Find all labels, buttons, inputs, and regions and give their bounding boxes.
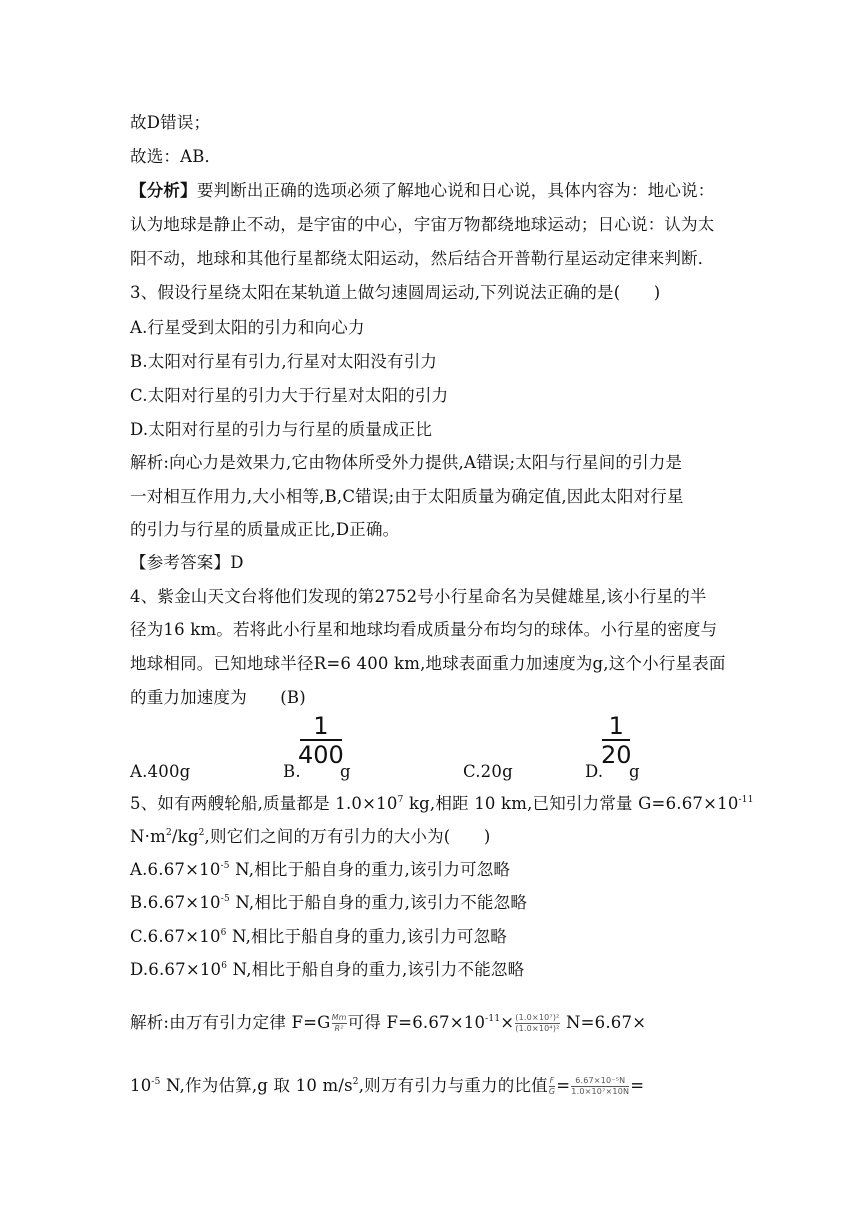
text-span: N=6.67× xyxy=(560,1013,647,1032)
option-d: D.太阳对行星的引力与行星的质量成正比 xyxy=(130,420,433,439)
formula-fraction xyxy=(571,1076,629,1097)
text-span: A.6.67×10 xyxy=(130,860,221,879)
text-span: ,则万有引力与重力的比值 xyxy=(358,1076,548,1095)
text-line: 阳不动，地球和其他行星都绕太阳运动，然后结合开普勒行星运动定律来判断． xyxy=(130,249,715,268)
formula-fraction xyxy=(515,1013,559,1034)
fraction-1-400 xyxy=(298,713,344,769)
text-span: ,则它们之间的万有引力的大小为( ) xyxy=(204,827,491,846)
option-c xyxy=(130,926,507,948)
option-a xyxy=(130,859,510,881)
fraction-numerator: Mm xyxy=(331,1013,347,1022)
text-span: N,相比于船自身的重力,该引力不能忽略 xyxy=(227,960,525,979)
fraction-denominator: G xyxy=(548,1087,556,1096)
exponent: -11 xyxy=(738,795,754,805)
option-b xyxy=(130,892,527,914)
text-span: N·m xyxy=(130,827,166,846)
text-line xyxy=(130,826,490,848)
exponent: 2 xyxy=(352,1077,359,1087)
text-span: × xyxy=(500,1013,515,1032)
text-span: = xyxy=(630,1076,645,1095)
option-b-prefix: B. xyxy=(283,762,301,781)
fraction-numerator: (1.0×10⁷)² xyxy=(515,1013,560,1022)
exponent: 7 xyxy=(397,795,404,805)
text-line: 地球相同。已知地球半径R=6 400 km,地球表面重力加速度为g,这个小行星表面 xyxy=(130,654,726,673)
exponent: -11 xyxy=(485,1014,501,1024)
exponent: 2 xyxy=(198,828,205,838)
text-span: N,相比于船自身的重力,该引力不能忽略 xyxy=(229,893,528,912)
text-span: B.6.67×10 xyxy=(130,893,221,912)
exponent: -5 xyxy=(151,1077,161,1087)
formula-fraction xyxy=(332,1013,347,1034)
fraction-denominator: 20 xyxy=(601,741,632,769)
option-b: B.太阳对行星有引力,行星对太阳没有引力 xyxy=(130,352,438,371)
text-span: /kg xyxy=(171,827,199,846)
fraction-numerator: 1 xyxy=(608,712,624,740)
question-3: 3、假设行星绕太阳在某轨道上做匀速圆周运动,下列说法正确的是( ) xyxy=(130,283,661,302)
text-span: 5、如有两艘轮船,质量都是 1.0×10 xyxy=(130,794,398,813)
text-span: C.6.67×10 xyxy=(130,927,221,946)
text-span: kg,相距 10 km,已知引力常量 G=6.67×10 xyxy=(403,794,739,813)
fraction-denominator: (1.0×10⁴)² xyxy=(515,1024,560,1033)
fraction-numerator: 1 xyxy=(313,712,329,740)
question-4: 4、紫金山天文台将他们发现的第2752号小行星命名为吴健雄星,该小行星的半 xyxy=(130,587,707,606)
exponent: 6 xyxy=(220,928,227,938)
exponent: -5 xyxy=(220,894,230,904)
fraction-denominator: 1.0×10⁷×10N xyxy=(571,1087,630,1096)
option-c: C.20g xyxy=(463,762,513,781)
text-span: 可得 F=6.67×10 xyxy=(347,1013,486,1032)
option-a: A.400g xyxy=(130,762,191,781)
solution-line: 一对相互作用力,大小相等,B,C错误;由于太阳质量为确定值,因此太阳对行星 xyxy=(130,487,684,506)
text-span: 解析:由万有引力定律 F=G xyxy=(130,1013,331,1032)
fraction-numerator: F xyxy=(549,1076,555,1085)
text-span: N,作为估算,g 取 10 m/s xyxy=(160,1076,353,1095)
text-span: 要判断出正确的选项必须了解地心说和日心说，具体内容为：地心说： xyxy=(196,181,715,200)
option-b-suffix: g xyxy=(340,762,351,781)
text-span: N,相比于船自身的重力,该引力可忽略 xyxy=(226,927,507,946)
solution-line xyxy=(130,1075,644,1097)
option-a: A.行星受到太阳的引力和向心力 xyxy=(130,318,365,337)
fraction-numerator: 6.67×10⁻⁵N xyxy=(575,1076,626,1085)
exponent: -5 xyxy=(220,861,230,871)
option-c: C.太阳对行星的引力大于行星对太阳的引力 xyxy=(130,386,449,405)
text-span: N,相比于船自身的重力,该引力可忽略 xyxy=(229,860,511,879)
question-5 xyxy=(130,793,754,815)
fraction-1-20 xyxy=(601,713,632,769)
exponent: 6 xyxy=(221,961,228,971)
option-d-prefix: D. xyxy=(585,762,604,781)
option-d-suffix: g xyxy=(629,762,640,781)
text-line: 故D错误； xyxy=(130,113,211,132)
analysis-tag: 【分析】 xyxy=(130,181,197,200)
option-d xyxy=(130,959,524,981)
solution-line: 解析:向心力是效果力,它由物体所受外力提供,A错误;太阳与行星间的引力是 xyxy=(130,453,683,472)
text-line: 径为16 km。若将此小行星和地球均看成质量分布均匀的球体。小行星的密度与 xyxy=(130,620,718,639)
text-line: 的重力加速度为 (B) xyxy=(130,688,306,707)
solution-line xyxy=(130,1012,646,1034)
fraction-denominator: R² xyxy=(334,1024,344,1033)
text-span: 10 xyxy=(130,1076,152,1095)
answer-line: 【参考答案】D xyxy=(130,553,244,572)
analysis-line xyxy=(130,180,715,202)
text-span: = xyxy=(556,1076,571,1095)
exponent: 2 xyxy=(165,828,172,838)
text-line: 认为地球是静止不动，是宇宙的中心，宇宙万物都绕地球运动；日心说：认为太 xyxy=(130,215,715,234)
fraction-denominator: 400 xyxy=(298,741,344,769)
solution-line: 的引力与行星的质量成正比,D正确。 xyxy=(130,520,400,539)
text-line: 故选：AB． xyxy=(130,147,222,166)
text-span: D.6.67×10 xyxy=(130,960,222,979)
formula-fraction xyxy=(549,1076,555,1097)
